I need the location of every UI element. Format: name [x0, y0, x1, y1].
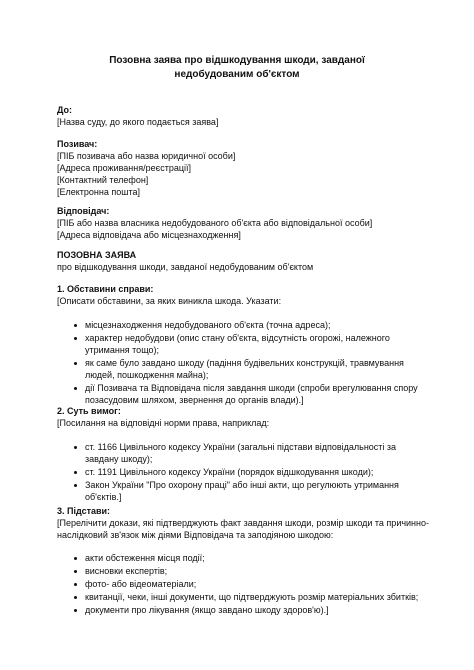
section-intro: [Описати обставини, за яких виникла шкода. Указати:: [57, 296, 282, 306]
claim-heading: ПОЗОВНА ЗАЯВА: [57, 250, 137, 260]
list-item: як саме було завдано шкоду (падіння будівельних конструкцій, травмування людей, пошкодження майна);: [57, 357, 429, 381]
list-item: дії Позивача та Відповідача після завдання шкоди (спроби врегулювання спору позасудовим шляхом, звернення до органів влади).]: [57, 382, 429, 406]
list-item: квитанції, чеки, інші документи, що підтверджують розмір матеріальних збитків;: [57, 591, 429, 603]
list-item: характер недобудови (опис стану об'єкта, відсутність огорожі, належного утримання тощо);: [57, 332, 429, 356]
plaintiff-heading: Позивач:: [57, 139, 98, 149]
document-title: Позовна заява про відшкодування шкоди, завданої недобудованим об'єктом: [109, 55, 365, 80]
section-intro: [Перелічити докази, які підтверджують факт завдання шкоди, розмір шкоди та причинно-наслідковий зв'язок між діями Відповідача та заподіяною шкодою:: [57, 518, 430, 540]
list-item: ст. 1166 Цивільного кодексу України (загальні підстави відповідальності за завдану шкоду);: [57, 441, 429, 465]
circumstances-list: [57, 319, 429, 406]
claim-block: [57, 249, 429, 273]
claim-subtitle: про відшкодування шкоди, завданої недобудованим об'єктом: [57, 262, 314, 272]
defendant-heading: Відповідач:: [57, 206, 110, 216]
list-item: Закон України "Про охорону праці" або інші акти, що регулюють утримання об'єктів.]: [57, 479, 429, 503]
list-item: висновки експертів;: [57, 565, 429, 577]
section-heading: 1. Обставини справи:: [57, 284, 154, 294]
section-grounds: [57, 505, 429, 616]
claims-list: [57, 441, 429, 503]
defendant-line: [Адреса відповідача або місцезнаходження]: [57, 230, 241, 240]
plaintiff-line: [Контактний телефон]: [57, 175, 149, 185]
list-item: документи про лікування (якщо завдано шкоду здоров'ю).]: [57, 604, 429, 616]
plaintiff-line: [Електронна пошта]: [57, 187, 141, 197]
recipient-block: [57, 104, 429, 128]
recipient-line: [Назва суду, до якого подається заява]: [57, 117, 219, 127]
grounds-list: [57, 552, 429, 616]
section-heading: 2. Суть вимог:: [57, 406, 121, 416]
section-claims: [57, 405, 429, 503]
section-heading: 3. Підстави:: [57, 506, 111, 516]
list-item: фото- або відеоматеріали;: [57, 578, 429, 590]
list-item: акти обстеження місця події;: [57, 552, 429, 564]
plaintiff-line: [Адреса проживання/реєстрації]: [57, 163, 191, 173]
list-item: місцезнаходження недобудованого об'єкта (точна адреса);: [57, 319, 429, 331]
list-item: ст. 1191 Цивільного кодексу України (порядок відшкодування шкоди);: [57, 466, 429, 478]
section-intro: [Посилання на відповідні норми права, наприклад:: [57, 418, 270, 428]
plaintiff-line: [ПІБ позивача або назва юридичної особи]: [57, 151, 236, 161]
defendant-block: [57, 205, 429, 241]
defendant-line: [ПІБ або назва власника недобудованого об'єкта або відповідальної особи]: [57, 218, 373, 228]
section-circumstances: [57, 283, 429, 406]
plaintiff-block: [57, 138, 429, 198]
recipient-heading: До:: [57, 105, 73, 115]
